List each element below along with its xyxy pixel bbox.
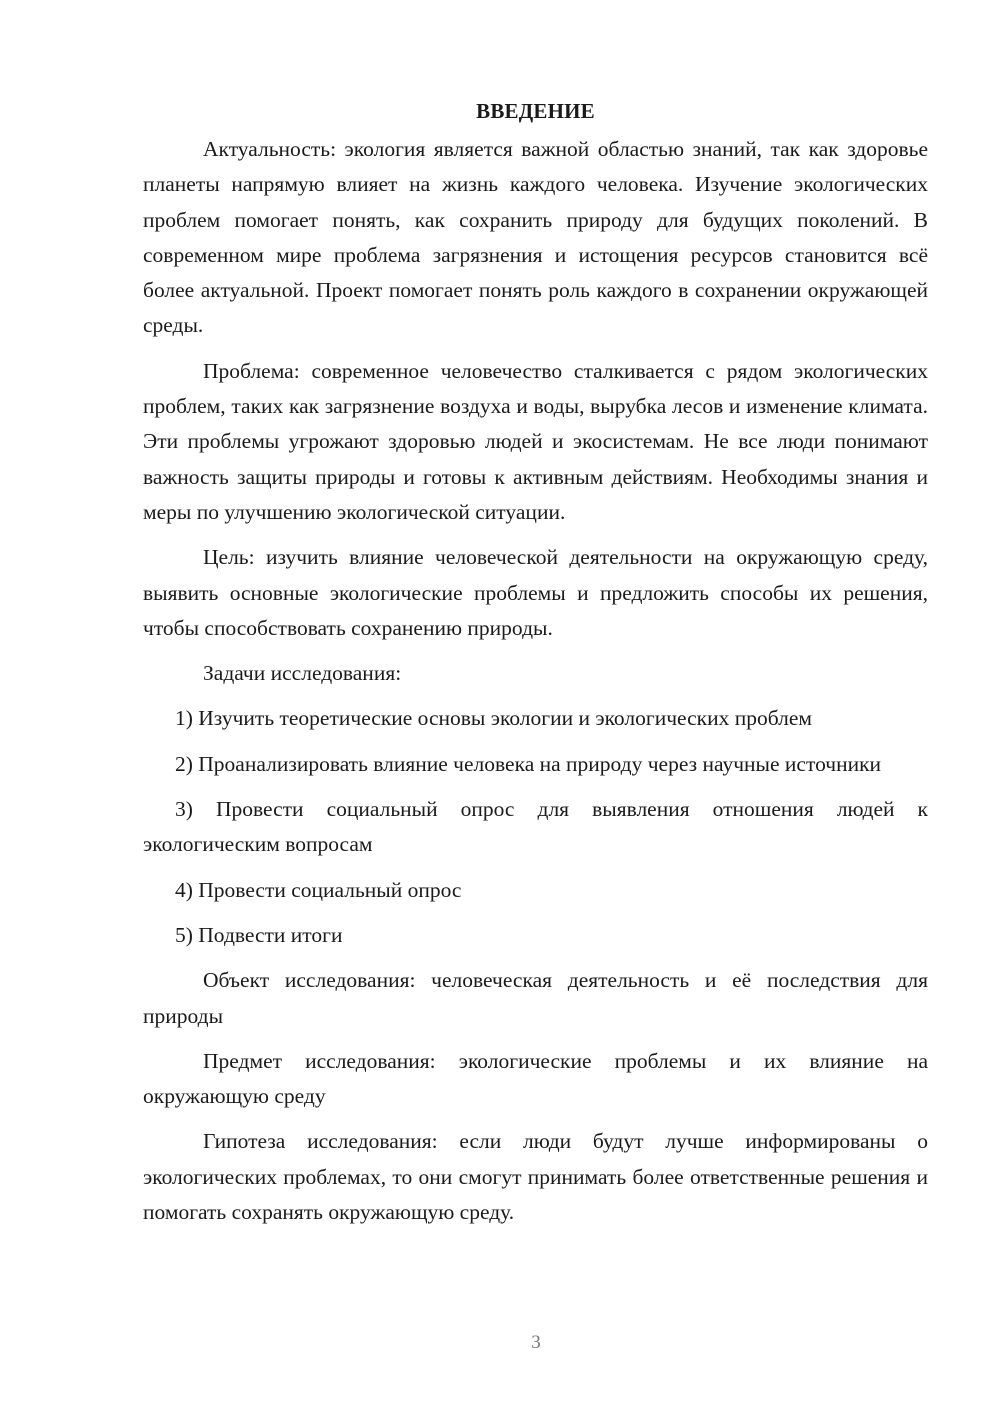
page-title: ВВЕДЕНИЕ	[476, 99, 595, 123]
task-item-3: 3) Провести социальный опрос для выявления отношения людей к экологическим вопросам	[143, 797, 928, 857]
paragraph-subject: Предмет исследования: экологические проблемы и их влияние на окружающую среду	[143, 1048, 928, 1109]
task-item-4: 4) Провести социальный опрос	[175, 877, 462, 902]
page-number: 3	[531, 1332, 541, 1353]
paragraph-object: Объект исследования: человеческая деятельность и её последствия для природы	[143, 968, 928, 1028]
task-item-5: 5) Подвести итоги	[175, 922, 343, 947]
paragraph-hypothesis: Гипотеза исследования: если люди будут лучше информированы о экологических проблемах, то они смогут принимать более ответственные решения и помогать сохранять окружающую среду.	[143, 1129, 928, 1225]
task-item-2: 2) Проанализировать влияние человека на природу через научные источники	[175, 751, 882, 776]
document-page	[143, 90, 928, 1230]
task-item-1: 1) Изучить теоретические основы экологии и экологических проблем	[175, 706, 813, 731]
paragraph-goal: Цель: изучить влияние человеческой деятельности на окружающую среду, выявить основные экологические проблемы и предложить способы их решения, чтобы способствовать сохранению природы.	[143, 545, 928, 640]
tasks-heading: Задачи исследования:	[203, 661, 402, 686]
paragraph-problem: Проблема: современное человечество сталкивается с рядом экологических проблем, таких как загрязнение воздуха и воды, вырубка лесов и изменение климата. Эти проблемы угрожают здоровью людей и экосистемам. Не все люди понимают важность защиты природы и готовы к активным действиям. Необходимы знания и меры по улучшению экологической ситуации.	[143, 358, 928, 524]
paragraph-relevance: Актуальность: экология является важной областью знаний, так как здоровье планеты напрямую влияет на жизнь каждого человека. Изучение экологических проблем помогает понять, как сохранить природу для будущих поколений. В современном мире проблема загрязнения и истощения ресурсов становится всё более актуальной. Проект помогает понять роль каждого в сохранении окружающей среды.	[143, 137, 928, 338]
